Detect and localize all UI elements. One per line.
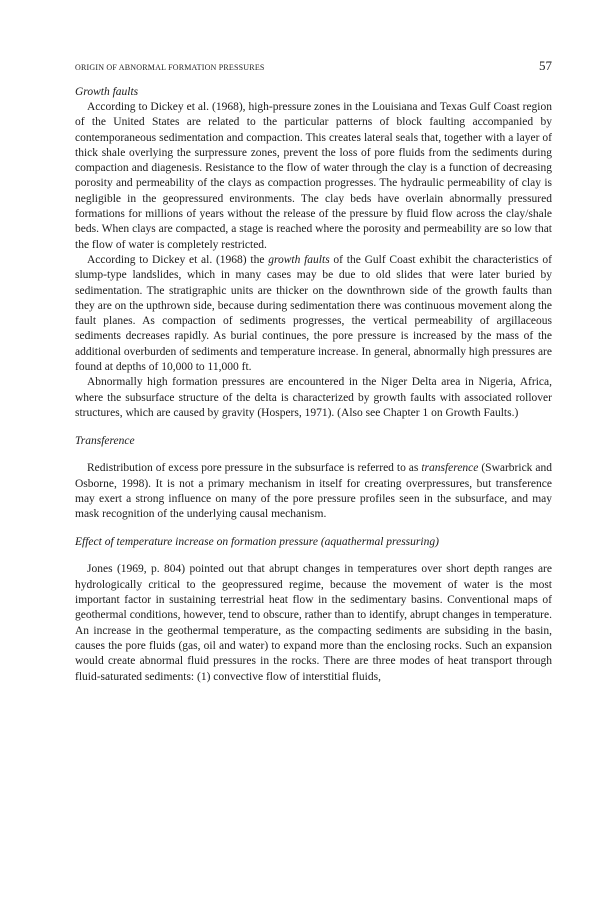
growth-faults-heading: Growth faults [75, 86, 139, 98]
temperature-paragraph-1: Jones (1969, p. 804) pointed out that abrupt changes in temperatures over short depth ranges are hydrologically critical to the geopressured regime, because the movement of water is the most important factor in sustaining terrestrial heat flow in the sedimentary basins. Conventional maps of geothermal conditions, however, tend to obscure, rather than to identify, abrupt changes in temperature. An increase in the geothermal temperature, as the compacting sediments are subsiding in the basin, causes the pore fluids (gas, oil and water) to expand more than the enclosing rocks. Such an expansion would create abnormal fluid pressures in the rocks. There are three modes of heat transport through fluid-saturated sediments: (1) convective flow of interstitial fluids, [75, 563, 552, 683]
growth-faults-paragraph-1: According to Dickey et al. (1968), high-pressure zones in the Louisiana and Texas Gulf Coast region of the United States are related to the particular patterns of block faulting accompanied by contemporaneous sedimentation and compaction. This creates lateral seals that, together with a layer of thick shale overlying the surpressure zones, prevent the loss of pore fluids from the sediments during compaction and diagenesis. Resistance to the flow of water through the clay is a function of decreasing porosity and permeability of the clays as compaction progresses. The hydraulic permeability of clay is negligible in the geopressured environments. The clay beds have overlain abnormally pressured formations for millions of years without the release of the pressure by fluid flow across the clay/shale beds. When clays are compacted, a stage is reached where the porosity and permeability are so low that the flow of water is completely restricted. [75, 101, 552, 251]
page-number: 57 [539, 58, 552, 73]
running-title: ORIGIN OF ABNORMAL FORMATION PRESSURES [75, 63, 265, 72]
running-head [75, 58, 552, 74]
transference-p1-text-a: Redistribution of excess pore pressure in the subsurface is referred to as [87, 462, 422, 475]
temperature-heading: Effect of temperature increase on formation pressure (aquathermal pressuring) [75, 536, 439, 549]
transference-p1-text-b: (Swarbrick and Osborne, 1998). It is not a primary mechanism in itself for creating overpressures, but transference may exert a strong influence on many of the pore pressure profiles seen in the subsurface, and may mask recognition of the underlying causal mechanism. [75, 462, 552, 521]
transference-term: transference [421, 462, 479, 475]
growth-faults-p2-text-a: According to Dickey et al. (1968) the [87, 253, 269, 266]
transference-paragraph-1 [75, 461, 552, 522]
page [75, 58, 552, 685]
growth-faults-paragraph-3: Abnormally high formation pressures are encountered in the Niger Delta area in Nigeria, Africa, where the subsurface structure of the delta is characterized by growth faults with associated rollover structures, which are caused by gravity (Hospers, 1971). (Also see Chapter 1 on Growth Faults.) [75, 376, 552, 419]
transference-heading: Transference [75, 435, 135, 448]
growth-faults-p2-text-b: of the Gulf Coast exhibit the characteristics of slump-type landslides, which in many cases may be due to old slides that were later buried by sedimentation. The stratigraphic units are thicker on the downthrown side of the growth faults than they are on the upthrown side, because during sedimentation there was continuous movement along the fault planes. As compaction of sediments progresses, the vertical permeability of argillaceous sediments decreases rapidly. As burial continues, the pore pressure is increased by the mass of the additional overburden of sediments and temperature increase. In general, abnormally high pressures are found at depths of 10,000 to 11,000 ft. [75, 253, 552, 374]
growth-faults-paragraph-2 [75, 253, 552, 375]
growth-faults-term: growth faults [268, 253, 330, 266]
